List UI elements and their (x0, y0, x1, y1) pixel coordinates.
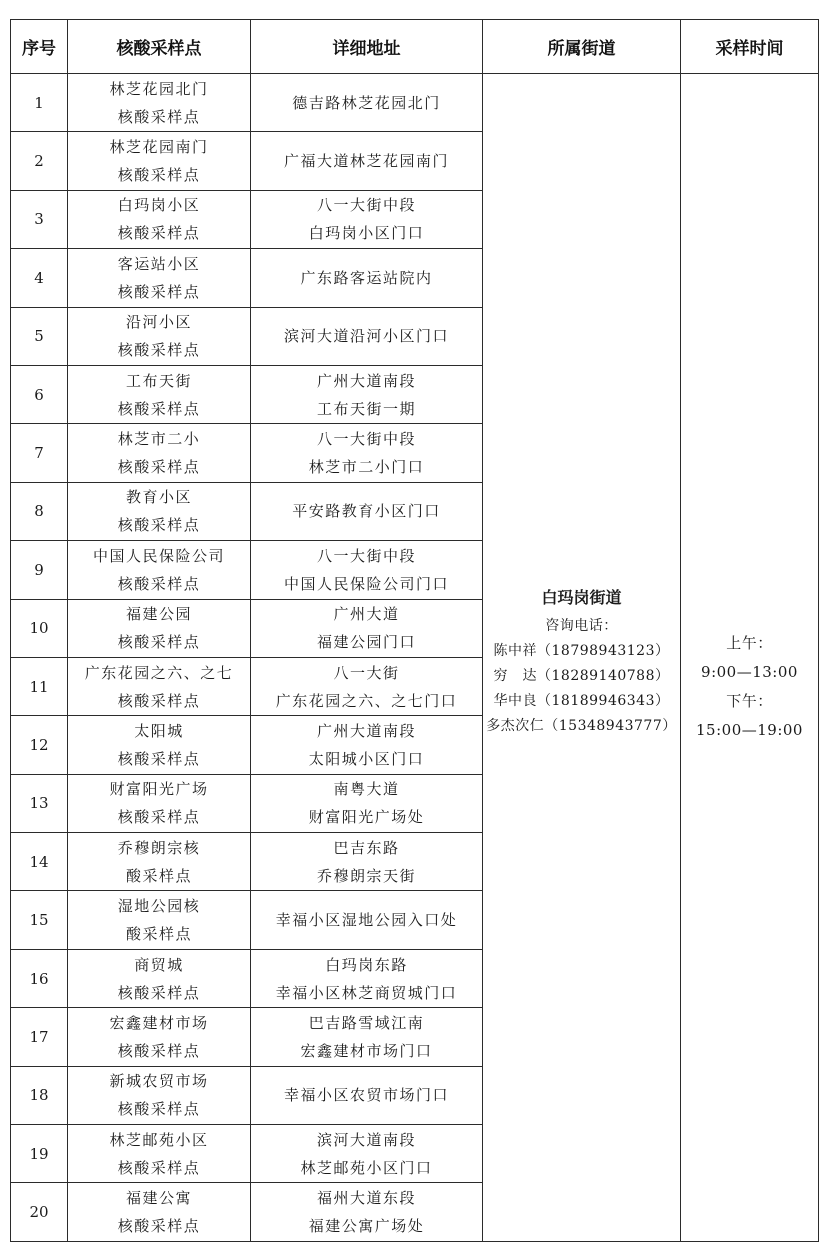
site-name-line: 福建公寓 (125, 1189, 192, 1208)
site-name-line: 中国人民保险公司 (92, 546, 225, 565)
site-name-cell (68, 365, 251, 423)
contact-line: 华中良（18189946343） (493, 692, 670, 709)
row-number: 6 (11, 365, 68, 423)
site-name-cell (68, 1183, 251, 1241)
site-name-line: 核酸采样点 (117, 808, 201, 827)
site-name-cell (68, 774, 251, 832)
row-number: 7 (11, 424, 68, 482)
address-line: 太阳城小区门口 (308, 749, 425, 768)
address-cell (251, 365, 483, 423)
site-name-line: 新城农贸市场 (109, 1072, 209, 1091)
site-name-line: 核酸采样点 (117, 1041, 201, 1060)
row-number: 20 (11, 1183, 68, 1241)
header-street: 所属街道 (483, 20, 681, 74)
address-line: 林芝邮苑小区门口 (300, 1158, 433, 1177)
site-name-line: 核酸采样点 (117, 749, 201, 768)
address-cell (251, 132, 483, 190)
address-line: 南粤大道 (333, 780, 400, 799)
sampling-time-cell (681, 74, 819, 1242)
header-site: 核酸采样点 (68, 20, 251, 74)
site-name-line: 广东花园之六、之七 (84, 663, 234, 682)
address-line: 林芝市二小门口 (308, 458, 425, 477)
site-name-line: 林芝花园南门 (109, 138, 209, 157)
address-line: 幸福小区农贸市场门口 (283, 1086, 449, 1105)
address-cell (251, 1183, 483, 1241)
address-cell (251, 1066, 483, 1124)
site-name-cell (68, 949, 251, 1007)
site-name-line: 核酸采样点 (117, 224, 201, 243)
table-header-row (11, 20, 819, 74)
site-name-cell (68, 1066, 251, 1124)
header-no: 序号 (11, 20, 68, 74)
address-line: 白玛岗小区门口 (308, 224, 425, 243)
sampling-time-line: 15:00—19:00 (696, 721, 803, 740)
sampling-time-line: 下午： (726, 692, 773, 711)
site-name-cell (68, 599, 251, 657)
row-number: 14 (11, 833, 68, 891)
site-name-line: 宏鑫建材市场 (109, 1013, 209, 1032)
address-cell (251, 1125, 483, 1183)
row-number: 9 (11, 541, 68, 599)
address-line: 财富阳光广场处 (308, 808, 425, 827)
row-number: 8 (11, 482, 68, 540)
row-number: 10 (11, 599, 68, 657)
site-name-line: 核酸采样点 (117, 458, 201, 477)
site-name-line: 核酸采样点 (117, 107, 201, 126)
site-name-cell (68, 716, 251, 774)
address-line: 广州大道 (333, 605, 400, 624)
row-number: 5 (11, 307, 68, 365)
site-name-line: 教育小区 (125, 488, 192, 507)
address-cell (251, 424, 483, 482)
row-number: 11 (11, 657, 68, 715)
site-name-line: 酸采样点 (125, 925, 192, 944)
site-name-line: 乔穆朗宗核 (117, 838, 201, 857)
address-line: 宏鑫建材市场门口 (300, 1041, 433, 1060)
site-name-line: 林芝花园北门 (109, 79, 209, 98)
sampling-sites-table (10, 19, 819, 1242)
site-name-line: 白玛岗小区 (117, 196, 201, 215)
site-name-line: 工布天街 (125, 371, 192, 390)
site-name-line: 核酸采样点 (117, 574, 201, 593)
address-line: 平安路教育小区门口 (292, 502, 441, 521)
address-line: 广州大道南段 (316, 721, 416, 740)
address-cell (251, 482, 483, 540)
site-name-cell (68, 482, 251, 540)
address-line: 幸福小区林芝商贸城门口 (275, 983, 458, 1002)
table-row (11, 74, 819, 132)
address-line: 福建公寓广场处 (308, 1217, 425, 1236)
address-line: 白玛岗东路 (325, 955, 408, 974)
sampling-time-line: 9:00—13:00 (701, 663, 798, 682)
site-name-line: 林芝邮苑小区 (109, 1130, 209, 1149)
address-line: 工布天街一期 (316, 399, 416, 418)
site-name-line: 核酸采样点 (117, 1100, 201, 1119)
sampling-time-line: 上午： (726, 634, 773, 653)
address-line: 八一大街中段 (316, 196, 416, 215)
address-cell (251, 599, 483, 657)
site-name-line: 核酸采样点 (117, 166, 201, 185)
row-number: 13 (11, 774, 68, 832)
address-cell (251, 249, 483, 307)
site-name-cell (68, 424, 251, 482)
row-number: 4 (11, 249, 68, 307)
site-name-line: 财富阳光广场 (109, 780, 209, 799)
address-cell (251, 774, 483, 832)
site-name-line: 林芝市二小 (117, 430, 201, 449)
contact-line: 陈中祥（18798943123） (493, 642, 670, 659)
row-number: 2 (11, 132, 68, 190)
address-line: 广东花园之六、之七门口 (275, 691, 458, 710)
site-name-line: 客运站小区 (117, 254, 201, 273)
site-name-cell (68, 307, 251, 365)
address-cell (251, 891, 483, 949)
site-name-line: 福建公园 (125, 605, 192, 624)
address-line: 幸福小区湿地公园入口处 (275, 911, 458, 930)
site-name-cell (68, 891, 251, 949)
address-line: 中国人民保险公司门口 (283, 574, 449, 593)
address-cell (251, 74, 483, 132)
address-line: 巴吉路雪域江南 (308, 1013, 425, 1032)
site-name-cell (68, 190, 251, 248)
site-name-line: 核酸采样点 (117, 341, 201, 360)
address-cell (251, 833, 483, 891)
site-name-cell (68, 1008, 251, 1066)
address-line: 滨河大道南段 (316, 1130, 416, 1149)
address-line: 福建公园门口 (316, 633, 416, 652)
address-line: 广东路客运站院内 (300, 268, 433, 287)
address-line: 乔穆朗宗天街 (316, 866, 416, 885)
row-number: 18 (11, 1066, 68, 1124)
site-name-line: 商贸城 (134, 955, 184, 974)
site-name-cell (68, 249, 251, 307)
site-name-cell (68, 74, 251, 132)
address-cell (251, 307, 483, 365)
site-name-line: 太阳城 (134, 721, 184, 740)
site-name-line: 核酸采样点 (117, 633, 201, 652)
address-line: 巴吉东路 (333, 838, 400, 857)
address-cell (251, 716, 483, 774)
site-name-line: 核酸采样点 (117, 691, 201, 710)
row-number: 19 (11, 1125, 68, 1183)
address-line: 八一大街中段 (316, 546, 416, 565)
site-name-cell (68, 541, 251, 599)
site-name-line: 酸采样点 (125, 866, 192, 885)
header-time: 采样时间 (681, 20, 819, 74)
site-name-cell (68, 132, 251, 190)
row-number: 1 (11, 74, 68, 132)
address-cell (251, 541, 483, 599)
street-name: 白玛岗街道 (541, 587, 622, 607)
address-cell (251, 949, 483, 1007)
contact-line: 多杰次仁（15348943777） (486, 717, 677, 734)
site-name-line: 核酸采样点 (117, 1217, 201, 1236)
address-line: 滨河大道沿河小区门口 (283, 327, 449, 346)
site-name-cell (68, 657, 251, 715)
site-name-line: 湿地公园核 (117, 897, 201, 916)
row-number: 17 (11, 1008, 68, 1066)
site-name-line: 核酸采样点 (117, 399, 201, 418)
site-name-line: 核酸采样点 (117, 983, 201, 1002)
row-number: 16 (11, 949, 68, 1007)
site-name-line: 沿河小区 (125, 313, 192, 332)
address-line: 福州大道东段 (316, 1189, 416, 1208)
row-number: 3 (11, 190, 68, 248)
address-line: 八一大街中段 (316, 430, 416, 449)
consult-phone-label: 咨询电话： (545, 617, 618, 634)
site-name-line: 核酸采样点 (117, 282, 201, 301)
address-cell (251, 657, 483, 715)
address-line: 德吉路林芝花园北门 (292, 93, 441, 112)
row-number: 15 (11, 891, 68, 949)
site-name-cell (68, 833, 251, 891)
street-info-cell (483, 74, 681, 1242)
contact-line: 穷 达（18289140788） (493, 667, 670, 684)
row-number: 12 (11, 716, 68, 774)
header-address: 详细地址 (251, 20, 483, 74)
site-name-cell (68, 1125, 251, 1183)
address-cell (251, 1008, 483, 1066)
address-line: 广福大道林芝花园南门 (283, 152, 449, 171)
address-cell (251, 190, 483, 248)
address-line: 广州大道南段 (316, 371, 416, 390)
site-name-line: 核酸采样点 (117, 1158, 201, 1177)
site-name-line: 核酸采样点 (117, 516, 201, 535)
address-line: 八一大街 (333, 663, 400, 682)
